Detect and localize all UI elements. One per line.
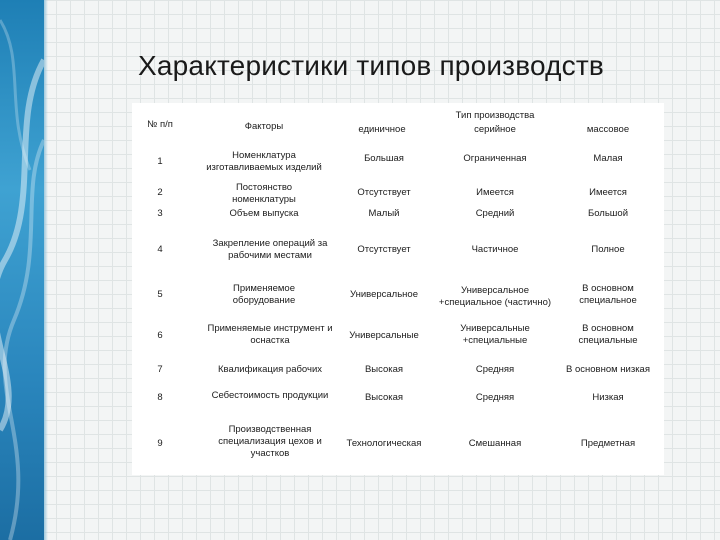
- row-mass: В основном низкая: [566, 364, 650, 375]
- row-single: Малый: [368, 208, 400, 219]
- row-mass: Малая: [593, 153, 623, 164]
- row-serial: Средняя: [475, 364, 515, 375]
- row-single: Отсутствует: [357, 187, 411, 198]
- row-single: Высокая: [364, 392, 404, 403]
- row-serial: Средний: [475, 208, 515, 219]
- row-factor: Производственная специализация цехов и участков: [218, 424, 322, 459]
- row-factor: Постоянство номенклатуры: [232, 182, 296, 205]
- row-num: 6: [157, 330, 163, 341]
- row-mass: Полное: [591, 244, 625, 255]
- row-mass: Низкая: [592, 392, 624, 403]
- row-factor: Закрепление операций за рабочими местами: [212, 238, 328, 261]
- header-serial: серийное: [474, 124, 516, 135]
- row-single: Универсальные: [349, 330, 419, 341]
- row-num: 9: [157, 438, 163, 449]
- row-serial: Имеется: [476, 187, 514, 198]
- production-types-table: [132, 103, 664, 475]
- header-mass: массовое: [586, 124, 630, 135]
- row-factor: Применяемые инструмент и оснастка: [207, 323, 333, 346]
- row-factor: Себестоимость продукции: [211, 390, 329, 401]
- row-num: 7: [157, 364, 163, 375]
- decorative-side-band: [0, 0, 44, 540]
- row-factor: Применяемое оборудование: [232, 283, 296, 306]
- row-single: Отсутствует: [357, 244, 411, 255]
- row-factor: Объем выпуска: [229, 208, 299, 219]
- row-single: Универсальное: [349, 289, 418, 300]
- row-mass: Предметная: [580, 438, 636, 449]
- row-single: Большая: [364, 153, 404, 164]
- row-num: 5: [157, 289, 163, 300]
- row-single: Высокая: [364, 364, 404, 375]
- row-num: 1: [157, 156, 163, 167]
- header-single: единичное: [358, 124, 406, 135]
- row-factor: Номенклатура изготавливаемых изделий: [206, 150, 322, 173]
- row-mass: Большой: [587, 208, 628, 219]
- row-mass: В основном специальные: [578, 323, 638, 346]
- side-band-edge: [44, 0, 48, 540]
- row-num: 8: [157, 392, 163, 403]
- header-factors: Факторы: [244, 121, 284, 132]
- header-num: № п/п: [147, 119, 173, 130]
- row-serial: Смешанная: [468, 438, 522, 449]
- slide-title: Характеристики типов производств: [138, 50, 604, 81]
- row-mass: В основном специальное: [579, 283, 637, 306]
- row-num: 4: [157, 244, 163, 255]
- row-serial: Ограниченная: [463, 153, 527, 164]
- row-num: 3: [157, 208, 163, 219]
- row-single: Технологическая: [346, 438, 422, 449]
- row-num: 2: [157, 187, 163, 198]
- row-serial: Универсальные +специальные: [460, 323, 530, 346]
- row-serial: Средняя: [475, 392, 515, 403]
- row-serial: Частичное: [471, 244, 519, 255]
- row-factor: Квалификация рабочих: [218, 364, 322, 375]
- header-group: Тип производства: [455, 110, 535, 121]
- swirl-decoration-icon: [0, 0, 44, 540]
- row-mass: Имеется: [589, 187, 627, 198]
- row-serial: Универсальное +специальное (частично): [438, 285, 552, 308]
